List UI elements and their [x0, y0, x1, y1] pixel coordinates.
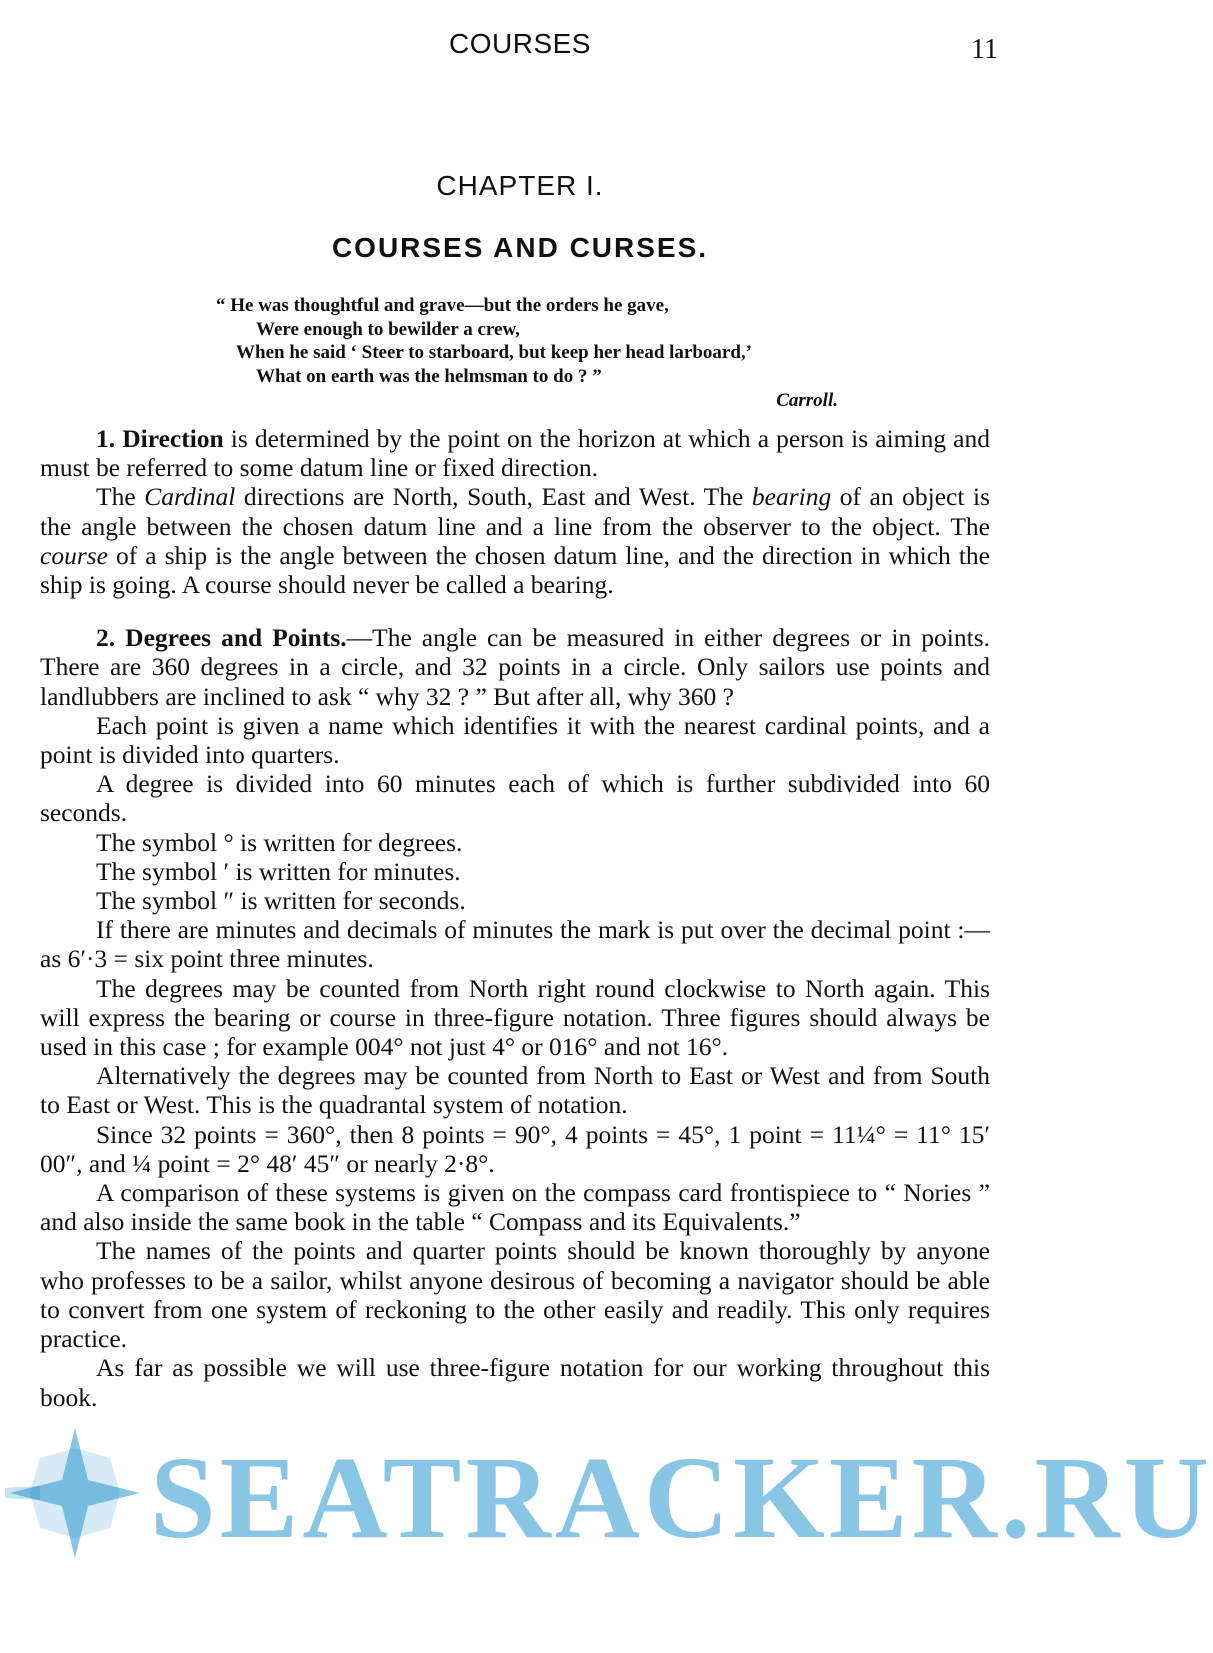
paragraph-text: —The angle can be measured in either degrees or in points. There are 360 degrees in a circle, and 32 points in a circle. Only sailors use points and landlubbers are inclined to ask “ why 32 ? ” But after all, why 360 ? — [40, 623, 990, 711]
term-course: course — [40, 540, 108, 570]
paragraph: The symbol ′ is written for minutes. — [96, 856, 461, 886]
paragraph-text: is determined by the point on the horizon at which a person is aiming and must be referred to some datum line or fixed direction. — [40, 424, 990, 483]
epigraph-line: When he said ‘ Steer to starboard, but keep her head larboard,’ — [236, 342, 753, 363]
term-cardinal: Cardinal — [144, 482, 236, 512]
epigraph-line: Were enough to bewilder a crew, — [256, 318, 520, 340]
paragraph: The symbol ″ is written for seconds. — [96, 886, 466, 916]
paragraph: A comparison of these systems is given on the compass card frontispiece to “ Nories ” and also inside the same book in the table “ Compass and its Equivalents.” — [40, 1178, 990, 1237]
page-number: 11 — [971, 34, 998, 65]
paragraph: The degrees may be counted from North right round clockwise to North again. This will express the bearing or course in three-figure notation. Three figures should always be used in this case ; for example 004° not just 4° or 016° and not 16°. — [40, 973, 990, 1062]
paragraph: Each point is given a name which identifies it with the nearest cardinal points, and a point is divided into quarters. — [40, 710, 990, 770]
epigraph-attribution: Carroll. — [776, 390, 838, 411]
section-heading-direction: 1. Direction — [96, 424, 224, 453]
paragraph: As far as possible we will use three-figure notation for our working throughout this book. — [40, 1353, 990, 1412]
paragraph: Alternatively the degrees may be counted from North to East or West and from South to East or West. This is the quadrantal system of notation. — [40, 1061, 990, 1120]
epigraph-line: “ He was thoughtful and grave—but the orders he gave, — [216, 295, 669, 316]
paragraph — [40, 623, 990, 711]
epigraph-line: What on earth was the helmsman to do ? ” — [256, 365, 602, 387]
paragraph-text: directions are North, South, East and West. The — [235, 482, 752, 512]
paragraph: A degree is divided into 60 minutes each of which is further subdivided into 60 seconds. — [40, 769, 990, 828]
paragraph-text: of a ship is the angle between the chosen datum line, and the direction in which the ship is going. A course should never be called a bearing. — [40, 540, 990, 600]
paragraph — [40, 424, 990, 482]
paragraph: Since 32 points = 360°, then 8 points = 90°, 4 points = 45°, 1 point = 11¼° = 11° 15′ 00″, and ¼ point = 2° 48′ 45″ or nearly 2·8°. — [40, 1119, 990, 1178]
body-text — [40, 424, 990, 1412]
paragraph-text: The — [96, 482, 145, 512]
watermark-compass-icon — [0, 1418, 1050, 1578]
paragraph: The symbol ° is written for degrees. — [96, 827, 463, 857]
term-bearing: bearing — [751, 482, 832, 512]
watermark-text: SEATRACKER.RU — [150, 1432, 1213, 1563]
paragraph-text: of an object is the angle between the chosen datum line and a line from the observer to the object. The — [40, 482, 991, 541]
paragraph — [40, 482, 990, 599]
chapter-title: COURSES AND CURSES. — [331, 232, 709, 263]
epigraph — [216, 294, 846, 413]
section-heading-degrees: 2. Degrees and Points. — [96, 623, 347, 653]
chapter-label: CHAPTER I. — [436, 170, 604, 201]
paragraph: The names of the points and quarter points should be known thoroughly by anyone who professes to be a sailor, whilst anyone desirous of becoming a navigator should be able to convert from one system of reckoning to the other easily and readily. This only requires practice. — [40, 1236, 990, 1354]
paragraph: If there are minutes and decimals of minutes the mark is put over the decimal point :—as 6′·3 = six point three minutes. — [40, 915, 990, 974]
running-head: COURSES — [449, 28, 591, 59]
